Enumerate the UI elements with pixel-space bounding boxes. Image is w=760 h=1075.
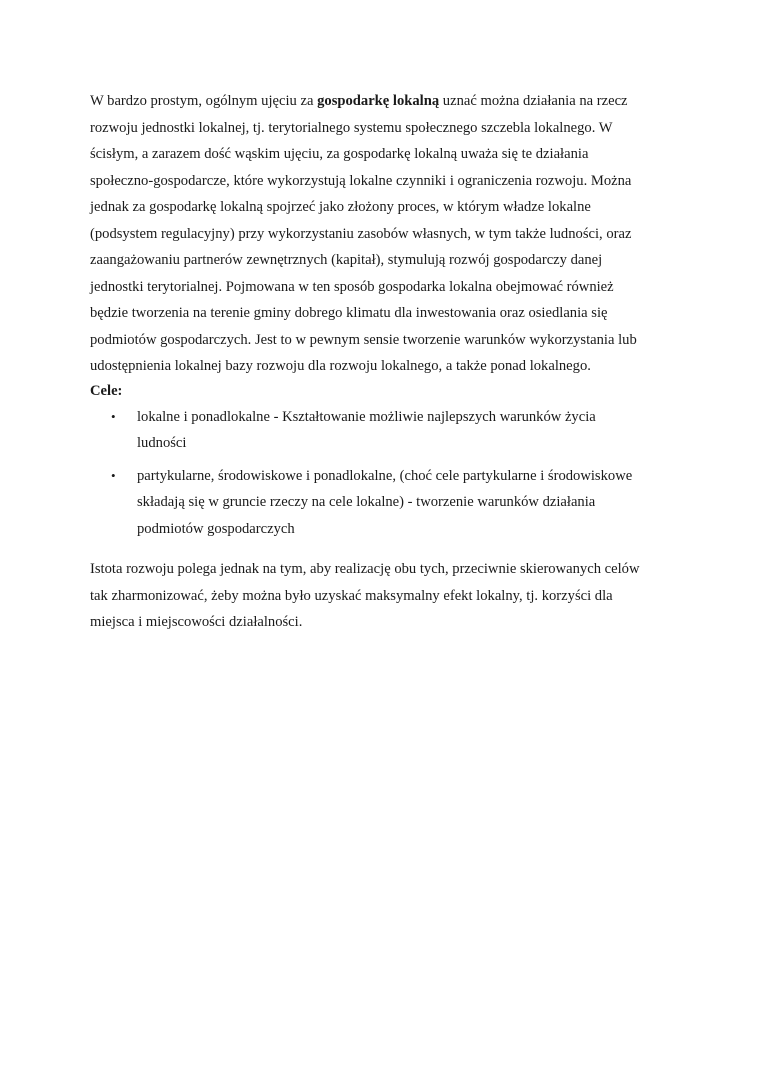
intro-line: (podsystem regulacyjny) przy wykorzystaniu zasobów własnych, w tym także ludności, oraz	[90, 225, 632, 242]
goal-line: ludności	[137, 435, 187, 451]
intro-line: ścisłym, a zarazem dość wąskim ujęciu, za gospodarkę lokalną uważa się te działania	[90, 146, 589, 162]
goal-list-item	[90, 463, 680, 543]
key-term-bold: gospodarkę lokalną	[317, 93, 440, 109]
bullet-icon: •	[111, 408, 116, 424]
intro-line: jednostki terytorialnej. Pojmowana w ten sposób gospodarka lokalna obejmować również	[90, 278, 614, 295]
intro-text-end: uznać można działania na rzecz	[439, 93, 628, 109]
intro-line: udostępnienia lokalnej bazy rozwoju dla rozwoju lokalnego, a także ponad lokalnego.	[90, 358, 591, 374]
closing-paragraph	[90, 556, 680, 636]
closing-line: Istota rozwoju polega jednak na tym, aby realizację obu tych, przeciwnie skierowanych celów	[90, 561, 640, 577]
goal-line: składają się w gruncie rzeczy na cele lokalne) - tworzenie warunków działania	[137, 494, 596, 510]
document-body	[90, 88, 680, 636]
intro-text-start: W bardzo prostym, ogólnym ujęciu za	[90, 93, 318, 109]
goals-list	[90, 404, 680, 543]
intro-line: zaangażowaniu partnerów zewnętrznych (kapitał), stymulują rozwój gospodarczy danej	[90, 252, 603, 268]
goal-line: lokalne i ponadlokalne - Kształtowanie możliwie najlepszych warunków życia	[137, 408, 596, 425]
intro-line-1	[90, 88, 680, 115]
closing-line: tak zharmonizować, żeby można było uzyskać maksymalny efekt lokalny, tj. korzyści dla	[90, 587, 613, 604]
goal-line: partykularne, środowiskowe i ponadlokalne, (choć cele partykularne i środowiskowe	[137, 467, 633, 484]
intro-line: społeczno-gospodarcze, które wykorzystują lokalne czynniki i ograniczenia rozwoju. Można	[90, 172, 632, 189]
intro-line: będzie tworzenia na terenie gminy dobrego klimatu dla inwestowania oraz osiedlania się	[90, 305, 608, 321]
bullet-icon: •	[111, 467, 116, 483]
intro-line: podmiotów gospodarczych. Jest to w pewnym sensie tworzenie warunków wykorzystania lub	[90, 331, 637, 348]
closing-line: miejsca i miejscowości działalności.	[90, 614, 303, 630]
goal-line: podmiotów gospodarczych	[137, 520, 295, 537]
goal-list-item	[90, 404, 680, 457]
intro-line: jednak za gospodarkę lokalną spojrzeć jako złożony proces, w którym władze lokalne	[90, 199, 591, 215]
intro-line: rozwoju jednostki lokalnej, tj. terytorialnego systemu społecznego szczebla lokalnego. W	[90, 119, 613, 136]
goals-heading: Cele:	[90, 382, 123, 399]
intro-paragraph	[90, 88, 680, 380]
